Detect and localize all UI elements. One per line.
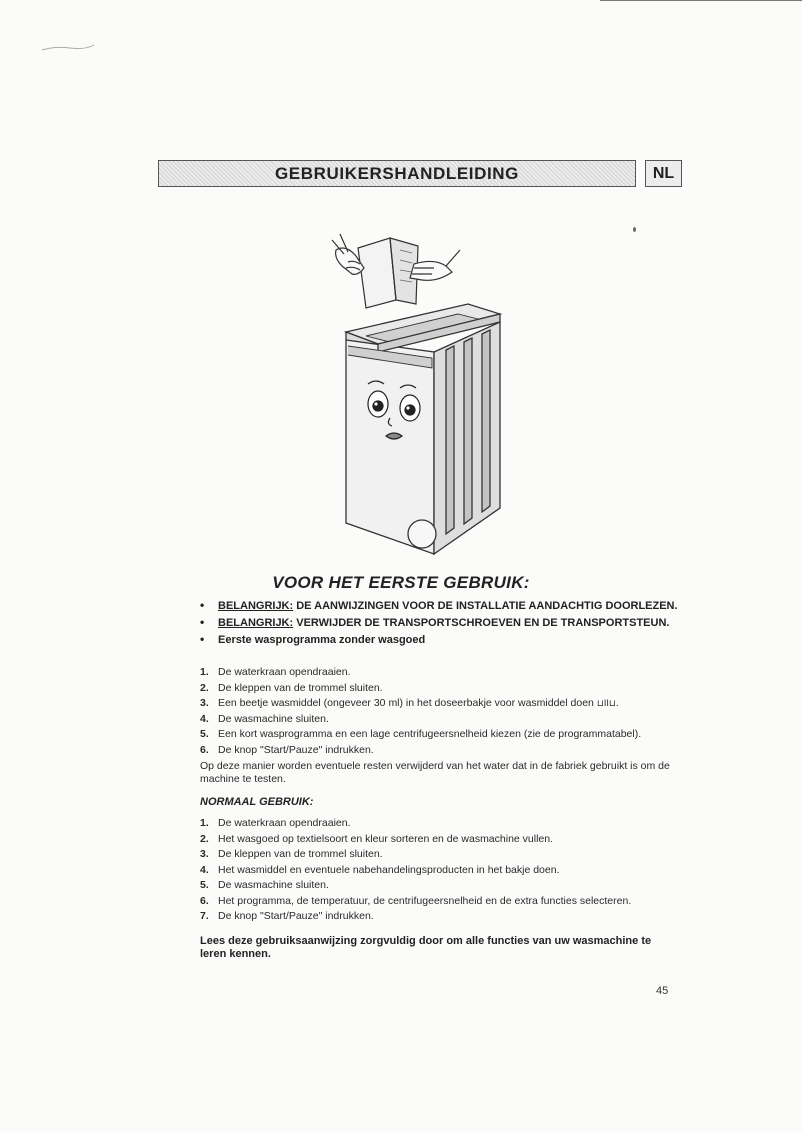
header-bar [158,160,636,187]
bullet-label: BELANGRIJK: [218,600,294,612]
page-title: GEBRUIKERSHANDLEIDING [274,163,519,183]
list-item: 4. De wasmachine sluiten. [200,712,329,725]
normal-use-steps [200,816,690,925]
list-item: 3. Een beetje wasmiddel (ongeveer 30 ml) in het doseerbakje voor wasmiddel doen ⊔II⊔ . [200,696,690,712]
washing-machine-icon [346,304,500,554]
page-number: 45 [656,985,669,997]
bullet-text: VERWIJDER DE TRANSPORTSCHROEVEN EN DE TRANSPORTSTEUN. [293,617,670,629]
scan-mark [40,44,95,52]
bullet-label: BELANGRIJK: [218,617,294,629]
detergent-compartment-icon: ⊔II⊔ [596,698,616,708]
list-item: 1. De waterkraan opendraaien. [200,817,351,829]
section-title: VOOR HET EERSTE GEBRUIK: [272,573,530,592]
list-item: 5. Een kort wasprogramma en een lage centrifugeersnelheid kiezen (zie de programmatabel). [200,728,642,740]
bullet-dot-icon: • [200,632,205,646]
bullet-item [200,600,690,613]
list-item: 2. Het wasgoed op textielsoort en kleur sorteren en de wasmachine vullen. [200,832,554,845]
bullet-text: DE AANWIJZINGEN VOOR DE INSTALLATIE AANDACHTIG DOORLEZEN. [293,600,678,612]
list-item: 5. De wasmachine sluiten. [200,879,329,891]
bullet-text: Eerste wasprogramma zonder wasgoed [218,634,426,646]
normal-use-heading: NORMAAL GEBRUIK: [200,796,314,808]
first-use-note: Op deze manier worden eventuele resten verwijderd van het water dat in de fabriek gebruikt is om de machine te testen. [200,760,670,785]
list-item: 1. De waterkraan opendraaien. [200,666,351,678]
first-use-steps [200,665,690,758]
bullet-item [200,617,690,630]
list-item: 7. De knop "Start/Pauze" indrukken. [200,910,374,922]
list-item: 4. Het wasmiddel en eventuele nabehandelingsproducten in het bakje doen. [200,863,560,876]
scan-speck [633,227,636,232]
list-item: 2. De kleppen van de trommel sluiten. [200,681,383,694]
bullet-dot-icon: • [200,598,205,612]
language-badge: NL [645,160,682,187]
closing-note: Lees deze gebruiksaanwijzing zorgvuldig door om alle functies van uw wasmachine te leren kennen. [200,935,652,960]
bullet-dot-icon: • [200,615,205,629]
list-item: 3. De kleppen van de trommel sluiten. [200,848,383,860]
washing-machine-illustration [318,228,528,568]
list-item: 6. De knop "Start/Pauze" indrukken. [200,743,374,756]
important-notes [200,600,690,651]
manual-book-icon [358,238,418,308]
list-item: 6. Het programma, de temperatuur, de centrifugeersnelheid en de extra functies selecteren. [200,894,632,907]
bullet-item [200,634,690,647]
page-edge [600,0,802,1]
